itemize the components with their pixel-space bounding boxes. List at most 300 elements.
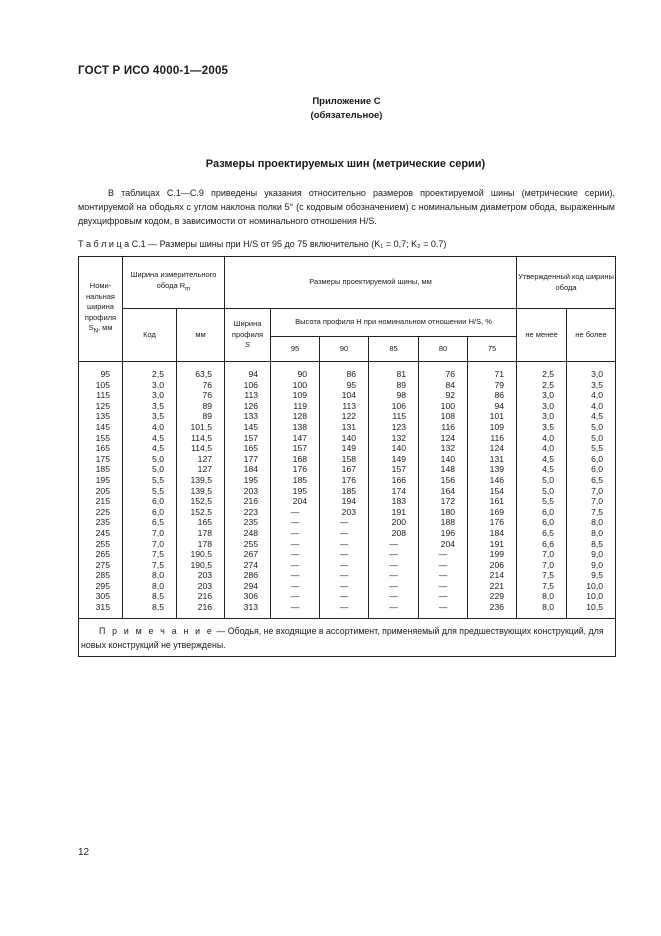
cell-min-code: 3,0 bbox=[517, 401, 567, 412]
cell-rim-mm: 152,5 bbox=[177, 507, 225, 518]
cell-h85: — bbox=[369, 560, 419, 571]
cell-rim-mm: 63,5 bbox=[177, 362, 225, 380]
cell-max-code: 3,5 bbox=[567, 380, 616, 391]
cell-h75: 169 bbox=[468, 507, 517, 518]
cell-h95: — bbox=[271, 528, 320, 539]
header-rim-width-sub: m bbox=[185, 285, 191, 293]
cell-nominal-width: 115 bbox=[79, 390, 123, 401]
cell-rim-code: 6,5 bbox=[123, 517, 177, 528]
cell-rim-mm: 101,5 bbox=[177, 422, 225, 433]
cell-h95: 195 bbox=[271, 486, 320, 497]
cell-profile-width: 223 bbox=[225, 507, 271, 518]
cell-nominal-width: 265 bbox=[79, 549, 123, 560]
annex-heading bbox=[0, 95, 661, 123]
cell-rim-mm: 216 bbox=[177, 591, 225, 602]
cell-rim-code: 3,5 bbox=[123, 411, 177, 422]
table-row bbox=[79, 602, 616, 618]
cell-h90: — bbox=[320, 570, 369, 581]
cell-min-code: 4,5 bbox=[517, 464, 567, 475]
cell-h90: 149 bbox=[320, 443, 369, 454]
cell-h90: — bbox=[320, 517, 369, 528]
cell-rim-code: 7,0 bbox=[123, 528, 177, 539]
cell-h85: 149 bbox=[369, 454, 419, 465]
cell-rim-code: 5,5 bbox=[123, 486, 177, 497]
cell-max-code: 8,0 bbox=[567, 528, 616, 539]
cell-rim-mm: 114,5 bbox=[177, 443, 225, 454]
cell-rim-code: 5,0 bbox=[123, 464, 177, 475]
page-number: 12 bbox=[78, 847, 90, 858]
cell-h90: — bbox=[320, 591, 369, 602]
cell-h75: 214 bbox=[468, 570, 517, 581]
cell-max-code: 10,0 bbox=[567, 581, 616, 592]
cell-nominal-width: 135 bbox=[79, 411, 123, 422]
cell-min-code: 4,5 bbox=[517, 454, 567, 465]
cell-profile-width: 157 bbox=[225, 433, 271, 444]
table-caption: Т а б л и ц а С.1 — Размеры шины при H/S от 95 до 75 включительно (K₁ = 0,7; K₂ = 0.7) bbox=[78, 239, 447, 249]
cell-profile-width: 165 bbox=[225, 443, 271, 454]
cell-h80: 108 bbox=[419, 411, 468, 422]
cell-h75: 236 bbox=[468, 602, 517, 618]
header-ratio-75: 75 bbox=[468, 337, 517, 362]
cell-h75: 131 bbox=[468, 454, 517, 465]
cell-h80: 164 bbox=[419, 486, 468, 497]
table-row bbox=[79, 539, 616, 550]
cell-h85: 183 bbox=[369, 496, 419, 507]
header-dimensions: Размеры проектируемой шины, мм bbox=[225, 257, 517, 309]
cell-h95: — bbox=[271, 560, 320, 571]
cell-rim-code: 8,0 bbox=[123, 570, 177, 581]
cell-rim-mm: 178 bbox=[177, 539, 225, 550]
table-row bbox=[79, 390, 616, 401]
cell-h85: 123 bbox=[369, 422, 419, 433]
cell-nominal-width: 175 bbox=[79, 454, 123, 465]
cell-max-code: 10,0 bbox=[567, 591, 616, 602]
table-row bbox=[79, 443, 616, 454]
table-row bbox=[79, 581, 616, 592]
cell-h90: 131 bbox=[320, 422, 369, 433]
cell-h75: 146 bbox=[468, 475, 517, 486]
cell-min-code: 6,6 bbox=[517, 539, 567, 550]
cell-nominal-width: 275 bbox=[79, 560, 123, 571]
cell-h85: 81 bbox=[369, 362, 419, 380]
cell-h90: — bbox=[320, 549, 369, 560]
cell-h75: 161 bbox=[468, 496, 517, 507]
cell-rim-mm: 139,5 bbox=[177, 475, 225, 486]
cell-h90: — bbox=[320, 602, 369, 618]
cell-h80: — bbox=[419, 602, 468, 618]
cell-profile-width: 267 bbox=[225, 549, 271, 560]
cell-h85: 200 bbox=[369, 517, 419, 528]
header-height-group: Высота профиля H при номинальном отношении H/S, % bbox=[271, 309, 517, 337]
cell-h95: — bbox=[271, 570, 320, 581]
cell-min-code: 5,0 bbox=[517, 475, 567, 486]
cell-h75: 86 bbox=[468, 390, 517, 401]
cell-h95: 138 bbox=[271, 422, 320, 433]
cell-h80: 204 bbox=[419, 539, 468, 550]
cell-rim-mm: 89 bbox=[177, 401, 225, 412]
cell-min-code: 5,0 bbox=[517, 486, 567, 497]
cell-rim-mm: 190,5 bbox=[177, 560, 225, 571]
cell-min-code: 4,0 bbox=[517, 443, 567, 454]
cell-nominal-width: 95 bbox=[79, 362, 123, 380]
table-row bbox=[79, 507, 616, 518]
cell-h95: 147 bbox=[271, 433, 320, 444]
cell-h80: — bbox=[419, 581, 468, 592]
table-row bbox=[79, 362, 616, 380]
cell-h80: — bbox=[419, 570, 468, 581]
cell-rim-mm: 89 bbox=[177, 411, 225, 422]
cell-max-code: 7,5 bbox=[567, 507, 616, 518]
cell-max-code: 5,0 bbox=[567, 433, 616, 444]
cell-h80: 92 bbox=[419, 390, 468, 401]
table-row bbox=[79, 591, 616, 602]
cell-h80: 172 bbox=[419, 496, 468, 507]
cell-rim-code: 5,0 bbox=[123, 454, 177, 465]
cell-rim-mm: 139,5 bbox=[177, 486, 225, 497]
cell-h90: 185 bbox=[320, 486, 369, 497]
cell-rim-code: 5,5 bbox=[123, 475, 177, 486]
table-note bbox=[79, 618, 616, 656]
cell-h75: 94 bbox=[468, 401, 517, 412]
cell-rim-code: 6,0 bbox=[123, 496, 177, 507]
cell-h80: 148 bbox=[419, 464, 468, 475]
cell-h85: — bbox=[369, 539, 419, 550]
cell-h80: — bbox=[419, 549, 468, 560]
cell-max-code: 6,0 bbox=[567, 454, 616, 465]
header-profile-width-s: S bbox=[245, 340, 251, 350]
table-row bbox=[79, 380, 616, 391]
cell-rim-code: 8,0 bbox=[123, 581, 177, 592]
cell-max-code: 7,0 bbox=[567, 496, 616, 507]
cell-h90: 203 bbox=[320, 507, 369, 518]
cell-h90: — bbox=[320, 560, 369, 571]
header-nominal-width-text: Номи-нальная ширина профиля S bbox=[84, 281, 117, 332]
header-max: не более bbox=[567, 309, 616, 362]
cell-max-code: 10,5 bbox=[567, 602, 616, 618]
cell-rim-code: 3,0 bbox=[123, 380, 177, 391]
cell-nominal-width: 105 bbox=[79, 380, 123, 391]
table-row bbox=[79, 528, 616, 539]
cell-nominal-width: 195 bbox=[79, 475, 123, 486]
cell-min-code: 8,0 bbox=[517, 591, 567, 602]
cell-profile-width: 294 bbox=[225, 581, 271, 592]
cell-max-code: 9,5 bbox=[567, 570, 616, 581]
cell-profile-width: 313 bbox=[225, 602, 271, 618]
document-code: ГОСТ Р ИСО 4000-1—2005 bbox=[78, 65, 229, 77]
cell-h75: 124 bbox=[468, 443, 517, 454]
note-text: — Ободья, не входящие в ассортимент, применяемый для предшествующих конструкций, для новых конструкций не утверждены. bbox=[81, 625, 604, 650]
header-profile-width bbox=[225, 309, 271, 362]
cell-max-code: 4,0 bbox=[567, 401, 616, 412]
cell-min-code: 7,5 bbox=[517, 570, 567, 581]
cell-min-code: 7,5 bbox=[517, 581, 567, 592]
cell-h80: 76 bbox=[419, 362, 468, 380]
cell-nominal-width: 245 bbox=[79, 528, 123, 539]
cell-rim-code: 7,0 bbox=[123, 539, 177, 550]
cell-h80: 84 bbox=[419, 380, 468, 391]
cell-h75: 199 bbox=[468, 549, 517, 560]
cell-profile-width: 177 bbox=[225, 454, 271, 465]
cell-rim-mm: 76 bbox=[177, 380, 225, 391]
cell-h95: — bbox=[271, 539, 320, 550]
cell-profile-width: 133 bbox=[225, 411, 271, 422]
cell-h85: 191 bbox=[369, 507, 419, 518]
cell-rim-code: 8,5 bbox=[123, 591, 177, 602]
cell-h75: 71 bbox=[468, 362, 517, 380]
table-row bbox=[79, 411, 616, 422]
cell-profile-width: 145 bbox=[225, 422, 271, 433]
cell-h80: 140 bbox=[419, 454, 468, 465]
cell-h85: — bbox=[369, 602, 419, 618]
table-row bbox=[79, 475, 616, 486]
cell-rim-mm: 76 bbox=[177, 390, 225, 401]
cell-rim-code: 2,5 bbox=[123, 362, 177, 380]
cell-rim-mm: 127 bbox=[177, 464, 225, 475]
cell-max-code: 5,0 bbox=[567, 422, 616, 433]
cell-min-code: 3,0 bbox=[517, 390, 567, 401]
cell-min-code: 6,5 bbox=[517, 528, 567, 539]
cell-h95: 185 bbox=[271, 475, 320, 486]
cell-h80: 180 bbox=[419, 507, 468, 518]
cell-h75: 191 bbox=[468, 539, 517, 550]
cell-profile-width: 216 bbox=[225, 496, 271, 507]
header-rim-width bbox=[123, 257, 225, 309]
tire-dimensions-table bbox=[78, 256, 616, 657]
cell-min-code: 8,0 bbox=[517, 602, 567, 618]
cell-min-code: 7,0 bbox=[517, 560, 567, 571]
cell-h90: 158 bbox=[320, 454, 369, 465]
cell-h85: — bbox=[369, 570, 419, 581]
cell-profile-width: 286 bbox=[225, 570, 271, 581]
header-ratio-85: 85 bbox=[369, 337, 419, 362]
cell-nominal-width: 215 bbox=[79, 496, 123, 507]
cell-max-code: 3,0 bbox=[567, 362, 616, 380]
cell-nominal-width: 285 bbox=[79, 570, 123, 581]
table-row bbox=[79, 560, 616, 571]
cell-h85: 140 bbox=[369, 443, 419, 454]
header-ratio-95: 95 bbox=[271, 337, 320, 362]
cell-max-code: 6,0 bbox=[567, 464, 616, 475]
cell-rim-code: 8,5 bbox=[123, 602, 177, 618]
cell-h75: 184 bbox=[468, 528, 517, 539]
cell-profile-width: 306 bbox=[225, 591, 271, 602]
cell-h80: 188 bbox=[419, 517, 468, 528]
cell-h75: 109 bbox=[468, 422, 517, 433]
cell-h95: — bbox=[271, 549, 320, 560]
cell-rim-code: 3,0 bbox=[123, 390, 177, 401]
table-row bbox=[79, 401, 616, 412]
cell-min-code: 7,0 bbox=[517, 549, 567, 560]
header-ratio-90: 90 bbox=[320, 337, 369, 362]
cell-h75: 79 bbox=[468, 380, 517, 391]
cell-h95: 168 bbox=[271, 454, 320, 465]
cell-h75: 139 bbox=[468, 464, 517, 475]
cell-h95: — bbox=[271, 591, 320, 602]
cell-max-code: 6,5 bbox=[567, 475, 616, 486]
cell-nominal-width: 185 bbox=[79, 464, 123, 475]
cell-rim-mm: 152,5 bbox=[177, 496, 225, 507]
cell-min-code: 3,0 bbox=[517, 411, 567, 422]
cell-nominal-width: 255 bbox=[79, 539, 123, 550]
cell-h90: 122 bbox=[320, 411, 369, 422]
table-row bbox=[79, 464, 616, 475]
cell-profile-width: 235 bbox=[225, 517, 271, 528]
cell-h90: — bbox=[320, 581, 369, 592]
cell-rim-mm: 165 bbox=[177, 517, 225, 528]
cell-rim-mm: 178 bbox=[177, 528, 225, 539]
cell-h95: 176 bbox=[271, 464, 320, 475]
cell-h80: 124 bbox=[419, 433, 468, 444]
cell-profile-width: 126 bbox=[225, 401, 271, 412]
intro-paragraph bbox=[78, 186, 615, 228]
cell-h85: 132 bbox=[369, 433, 419, 444]
cell-h85: 208 bbox=[369, 528, 419, 539]
annex-status: (обязательное) bbox=[310, 110, 383, 121]
cell-nominal-width: 295 bbox=[79, 581, 123, 592]
cell-rim-code: 6,0 bbox=[123, 507, 177, 518]
cell-h75: 154 bbox=[468, 486, 517, 497]
cell-h85: 98 bbox=[369, 390, 419, 401]
header-min: не менее bbox=[517, 309, 567, 362]
cell-h75: 221 bbox=[468, 581, 517, 592]
header-nominal-width-unit: , мм bbox=[98, 323, 113, 332]
cell-h90: 194 bbox=[320, 496, 369, 507]
cell-min-code: 6,0 bbox=[517, 507, 567, 518]
cell-h95: — bbox=[271, 602, 320, 618]
cell-h80: 196 bbox=[419, 528, 468, 539]
cell-h85: 89 bbox=[369, 380, 419, 391]
cell-h80: 156 bbox=[419, 475, 468, 486]
cell-rim-code: 7,5 bbox=[123, 549, 177, 560]
cell-h95: 100 bbox=[271, 380, 320, 391]
cell-h90: 167 bbox=[320, 464, 369, 475]
intro-text: В таблицах С.1—С.9 приведены указания относительно размеров проектируемой шины (метрические серии), монтируемой на ободьях с углом наклона полки 5° (с кодовым обозначением) с номинальным диаметром обода, выраженным двухцифровым кодом, в зависимости от номинального отношения H/S. bbox=[78, 188, 615, 226]
cell-min-code: 3,5 bbox=[517, 422, 567, 433]
table-row bbox=[79, 517, 616, 528]
cell-profile-width: 184 bbox=[225, 464, 271, 475]
header-nominal-width bbox=[79, 257, 123, 362]
cell-profile-width: 255 bbox=[225, 539, 271, 550]
cell-max-code: 7,0 bbox=[567, 486, 616, 497]
cell-h95: 109 bbox=[271, 390, 320, 401]
cell-nominal-width: 205 bbox=[79, 486, 123, 497]
section-title: Размеры проектируемых шин (метрические серии) bbox=[205, 158, 486, 170]
header-ratio-80: 80 bbox=[419, 337, 468, 362]
cell-h85: 106 bbox=[369, 401, 419, 412]
cell-h85: 157 bbox=[369, 464, 419, 475]
cell-nominal-width: 165 bbox=[79, 443, 123, 454]
cell-max-code: 9,0 bbox=[567, 549, 616, 560]
table-row bbox=[79, 486, 616, 497]
cell-h85: 115 bbox=[369, 411, 419, 422]
table-row bbox=[79, 549, 616, 560]
cell-min-code: 2,5 bbox=[517, 362, 567, 380]
cell-min-code: 5,5 bbox=[517, 496, 567, 507]
header-rim-width-text: Ширина измерительного обода R bbox=[130, 270, 217, 290]
cell-h80: — bbox=[419, 560, 468, 571]
cell-profile-width: 94 bbox=[225, 362, 271, 380]
cell-rim-mm: 190,5 bbox=[177, 549, 225, 560]
cell-h90: 95 bbox=[320, 380, 369, 391]
cell-h95: — bbox=[271, 507, 320, 518]
note-label: П р и м е ч а н и е bbox=[99, 625, 215, 636]
cell-h85: — bbox=[369, 581, 419, 592]
cell-h90: — bbox=[320, 528, 369, 539]
cell-max-code: 8,0 bbox=[567, 517, 616, 528]
cell-nominal-width: 155 bbox=[79, 433, 123, 444]
cell-h95: 204 bbox=[271, 496, 320, 507]
cell-min-code: 2,5 bbox=[517, 380, 567, 391]
cell-h90: 104 bbox=[320, 390, 369, 401]
cell-rim-code: 3,5 bbox=[123, 401, 177, 412]
header-profile-width-text: Ширина профиля bbox=[231, 319, 264, 339]
cell-nominal-width: 315 bbox=[79, 602, 123, 618]
cell-profile-width: 113 bbox=[225, 390, 271, 401]
cell-nominal-width: 225 bbox=[79, 507, 123, 518]
cell-h80: 132 bbox=[419, 443, 468, 454]
cell-h95: 157 bbox=[271, 443, 320, 454]
cell-nominal-width: 125 bbox=[79, 401, 123, 412]
cell-rim-code: 4,5 bbox=[123, 433, 177, 444]
table-row bbox=[79, 433, 616, 444]
cell-h90: 140 bbox=[320, 433, 369, 444]
cell-nominal-width: 145 bbox=[79, 422, 123, 433]
cell-h85: 174 bbox=[369, 486, 419, 497]
header-code: Код bbox=[123, 309, 177, 362]
table-body bbox=[79, 362, 616, 619]
cell-h75: 176 bbox=[468, 517, 517, 528]
cell-rim-mm: 216 bbox=[177, 602, 225, 618]
table-row bbox=[79, 570, 616, 581]
cell-h95: 128 bbox=[271, 411, 320, 422]
cell-nominal-width: 305 bbox=[79, 591, 123, 602]
cell-rim-code: 7,5 bbox=[123, 560, 177, 571]
annex-title: Приложение С bbox=[312, 96, 381, 107]
cell-max-code: 4,0 bbox=[567, 390, 616, 401]
cell-rim-mm: 203 bbox=[177, 581, 225, 592]
cell-h75: 101 bbox=[468, 411, 517, 422]
cell-h80: 100 bbox=[419, 401, 468, 412]
cell-h85: — bbox=[369, 591, 419, 602]
cell-min-code: 4,0 bbox=[517, 433, 567, 444]
cell-h90: 86 bbox=[320, 362, 369, 380]
cell-h75: 229 bbox=[468, 591, 517, 602]
cell-h95: 90 bbox=[271, 362, 320, 380]
cell-h75: 116 bbox=[468, 433, 517, 444]
cell-max-code: 4,5 bbox=[567, 411, 616, 422]
table-row bbox=[79, 454, 616, 465]
table-row bbox=[79, 496, 616, 507]
cell-rim-mm: 203 bbox=[177, 570, 225, 581]
cell-h85: 166 bbox=[369, 475, 419, 486]
cell-nominal-width: 235 bbox=[79, 517, 123, 528]
cell-h80: 116 bbox=[419, 422, 468, 433]
cell-h85: — bbox=[369, 549, 419, 560]
cell-rim-code: 4,0 bbox=[123, 422, 177, 433]
cell-profile-width: 106 bbox=[225, 380, 271, 391]
header-mm: мм bbox=[177, 309, 225, 362]
cell-h80: — bbox=[419, 591, 468, 602]
cell-max-code: 8,5 bbox=[567, 539, 616, 550]
cell-rim-code: 4,5 bbox=[123, 443, 177, 454]
cell-h95: — bbox=[271, 517, 320, 528]
cell-profile-width: 203 bbox=[225, 486, 271, 497]
header-nominal-width-sub: N bbox=[93, 327, 99, 335]
cell-min-code: 6,0 bbox=[517, 517, 567, 528]
cell-profile-width: 274 bbox=[225, 560, 271, 571]
cell-h90: 113 bbox=[320, 401, 369, 412]
cell-rim-mm: 114,5 bbox=[177, 433, 225, 444]
